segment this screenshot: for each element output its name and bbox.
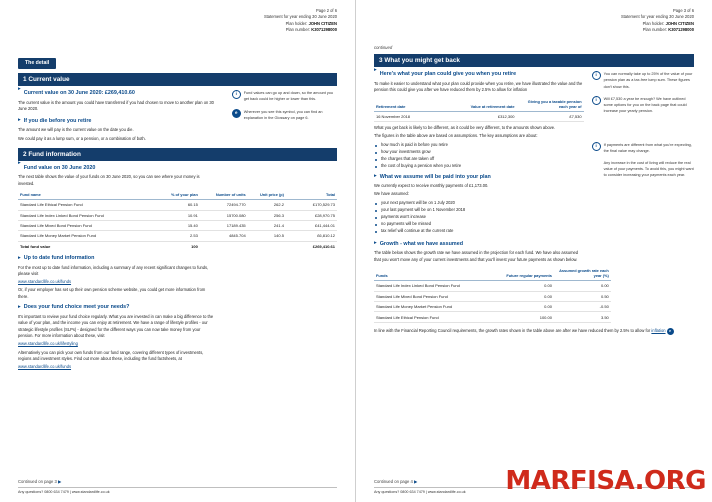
section-1-notes bbox=[232, 86, 337, 143]
retire-note-text: What you get back is likely to be different, as it could be very different, to the amounts shown above. bbox=[374, 125, 556, 131]
cell-blank bbox=[200, 241, 248, 251]
col-growth-funds: Funds bbox=[374, 266, 497, 281]
cell-total: £6,810.12 bbox=[286, 231, 337, 241]
funds-link-1[interactable]: www.standardlife.co.uk/funds bbox=[18, 279, 72, 285]
plan-holder-label: Plan holder: bbox=[642, 20, 665, 26]
cell-fund-name: Standard Life Ethical Pension Fund bbox=[374, 312, 497, 322]
cell-fund-name: Standard Life Mixed Bond Pension Fund bbox=[18, 220, 158, 230]
cell-units: 4845.704 bbox=[200, 231, 248, 241]
cell-pct: 10.91 bbox=[158, 210, 199, 220]
plan-number-label: Plan number: bbox=[642, 27, 668, 33]
fund-table bbox=[18, 190, 337, 251]
list-item: how much is paid in before you retire bbox=[374, 142, 584, 149]
page-right bbox=[356, 0, 712, 502]
table-total-row bbox=[18, 241, 337, 251]
note-item bbox=[592, 71, 694, 89]
section-2-bar: 2 Fund information bbox=[18, 148, 337, 161]
retire-heading: Here's what your plan could give you when you retire bbox=[379, 71, 517, 78]
arrow-icon: ▸ bbox=[18, 303, 21, 310]
cell-value: £312,300 bbox=[458, 111, 517, 121]
cell-total: £28,970.75 bbox=[286, 210, 337, 220]
note-item bbox=[232, 90, 337, 102]
cell-rate: 0.00 bbox=[554, 281, 611, 291]
continued-label: Continued on page 3 bbox=[18, 478, 57, 484]
col-retirement-date: Retirement date bbox=[374, 97, 458, 112]
current-value-text: The current value is the amount you could have transferred if you had chosen to move to another plan on 30 June 2020. bbox=[18, 99, 214, 112]
payments-text: We currently expect to receive monthly payments of £1,173.00. bbox=[374, 183, 489, 189]
fund-choice-text: It's important to review your fund choice regularly. What you are invested in can make a big difference to the value of your plan, and the income you can enjoy at retirement. We have a range of lifestyle profiles - our strategic lifestyle profiles (SLPs) - designed for the different ways you can now take money from your pension. For more information about these, visit bbox=[18, 313, 214, 339]
list-item: your next payment will be on 1 July 2020 bbox=[374, 200, 584, 207]
lifestyling-link[interactable]: www.standardlife.co.uk/lifestyling bbox=[18, 341, 78, 347]
payment-bullets bbox=[374, 200, 584, 235]
arrow-right-icon: ▶ bbox=[414, 478, 418, 484]
table-row bbox=[18, 231, 337, 241]
growth-table bbox=[374, 266, 611, 323]
col-unit-price: Unit price (p) bbox=[248, 190, 286, 200]
own-funds-text: Alternatively you can pick your own funds from our fund range, covering different types of investments, regions and investment styles. Find out more about these, including the fund factsheets, at bbox=[18, 349, 204, 362]
cell-total-label: Total fund value bbox=[18, 241, 158, 251]
cell-total-pct: 100 bbox=[158, 241, 199, 251]
growth-text: The table below shows the growth rate we have assumed in the projection for each fund. We have also assumed that you won't move any of your current investments and that you'll invest your future payments as shown below. bbox=[374, 250, 579, 262]
note-text: Will £7,530 a year be enough? We have outlined some options for you on the back page that could increase your yearly pension. bbox=[603, 96, 687, 113]
cell-units: 15700.080 bbox=[200, 210, 248, 220]
plan-number-value: K3071298000 bbox=[311, 27, 337, 33]
note-text: Any increase in the cost of living will reduce the real value of your payments. To avoid this, you might want to consider increasing your payments each year. bbox=[603, 160, 694, 177]
arrow-right-icon: ▶ bbox=[58, 478, 62, 484]
table-row bbox=[374, 281, 611, 291]
up-to-date-heading: Up to date fund information bbox=[23, 255, 95, 262]
footer-contact-right: Any questions? 0800 634 7479 | www.standardlife.co.uk bbox=[374, 487, 694, 495]
note-text: If payments are different from what you're expecting, the final value may change. bbox=[603, 142, 692, 153]
continued-label: Continued on page 4 bbox=[374, 478, 413, 484]
col-pct: % of your plan bbox=[158, 190, 199, 200]
cell-rate: 3.50 bbox=[554, 312, 611, 322]
cell-price: 256.3 bbox=[248, 210, 286, 220]
statement-period: Statement for year ending 30 June 2020 bbox=[263, 14, 337, 20]
table-row bbox=[18, 220, 337, 230]
page-right-content bbox=[374, 8, 694, 336]
table-header-row bbox=[374, 97, 584, 112]
table-header-row bbox=[18, 190, 337, 200]
arrow-icon: ▸ bbox=[374, 240, 377, 247]
watermark: MARFISA.ORG bbox=[505, 466, 706, 496]
cell-pension: £7,530 bbox=[517, 111, 584, 121]
info-icon: i bbox=[592, 71, 601, 80]
retirement-table bbox=[374, 97, 584, 122]
list-item: how your investments grow bbox=[374, 149, 584, 156]
arrow-icon: ▸ bbox=[18, 254, 21, 261]
payments-heading: What we assume will be paid into your plan bbox=[379, 173, 491, 180]
cell-fund-name: Standard Life Money Market Pension Fund bbox=[374, 301, 497, 311]
page-left-content bbox=[18, 8, 337, 372]
cell-fund-name: Standard Life Ethical Pension Fund bbox=[18, 200, 158, 210]
section-3-body bbox=[374, 67, 694, 236]
note-item bbox=[592, 160, 694, 178]
table-row bbox=[374, 312, 611, 322]
info-icon: i bbox=[232, 90, 241, 99]
list-item: no payments will be missed bbox=[374, 221, 584, 228]
cell-rate: 0.50 bbox=[554, 291, 611, 301]
cell-units: 72494.770 bbox=[200, 200, 248, 210]
cell-rate: -0.50 bbox=[554, 301, 611, 311]
assumption-bullets bbox=[374, 142, 584, 170]
note-item bbox=[592, 142, 694, 154]
detail-tag-wrap bbox=[18, 51, 337, 69]
table-row bbox=[374, 291, 611, 301]
inflation-link[interactable]: inflation bbox=[651, 327, 666, 333]
death-benefit-heading: If you die before you retire bbox=[23, 117, 92, 124]
footer-contact-left: Any questions? 0800 634 7479 | www.standardlife.co.uk bbox=[18, 487, 337, 495]
cell-total: £41,444.01 bbox=[286, 220, 337, 230]
col-pension-each-year: Giving you a taxable pension each year of bbox=[517, 97, 584, 112]
cell-price: 262.2 bbox=[248, 200, 286, 210]
list-item: your last payment will be on 1 November 2018 bbox=[374, 207, 584, 214]
growth-heading: Growth - what we have assumed bbox=[379, 240, 463, 247]
col-growth-rate: Assumed growth rate each year (%) bbox=[554, 266, 611, 281]
page-left-footer bbox=[18, 479, 337, 495]
col-value-at-retirement: Value at retirement date bbox=[458, 97, 517, 112]
note-text: Wherever you see this symbol, you can find an explanation in the Glossary on page 6. bbox=[243, 109, 323, 120]
col-fund-name: Fund name bbox=[18, 190, 158, 200]
cell-fund-name: Standard Life Mixed Bond Pension Fund bbox=[374, 291, 497, 301]
continued-marker: continued bbox=[374, 45, 393, 51]
cell-date: 16 November 2018 bbox=[374, 111, 458, 121]
death-benefit-text-1: The amount we will pay is the current value on the date you die. bbox=[18, 127, 134, 133]
retire-text: To make it easier to understand what your plan could provide when you retire, we have illustrated the value and the pension this could give you after we have reduced them by 2.5% to allow for inflation bbox=[374, 80, 583, 93]
cell-total-value: £269,410.61 bbox=[286, 241, 337, 251]
plan-holder-label: Plan holder: bbox=[285, 20, 308, 26]
inflation-footnote-text: In line with the Financial Reporting Council requirements, the growth rates shown in the table above are after we have reduced them by 2.5% to allow for bbox=[374, 327, 652, 333]
list-item: payments won't increase bbox=[374, 214, 584, 221]
up-to-date-text: For the most up to date fund information, including a summary of any recent significant changes to funds, please visit bbox=[18, 264, 209, 277]
list-item: the charges that are taken off bbox=[374, 156, 584, 163]
cell-payment: 0.00 bbox=[497, 291, 554, 301]
section-1-body bbox=[18, 86, 337, 143]
list-item: the cost of buying a pension when you retire bbox=[374, 163, 584, 170]
section-3-bar: 3 What you might get back bbox=[374, 54, 694, 67]
glossary-icon: e bbox=[667, 328, 674, 335]
cell-blank bbox=[248, 241, 286, 251]
cell-pct: 15.40 bbox=[158, 220, 199, 230]
page-header-left bbox=[18, 8, 337, 33]
cell-fund-name: Standard Life Index Linked Bond Pension Fund bbox=[374, 281, 497, 291]
note-item bbox=[232, 109, 337, 121]
payments-assumed-label: We have assumed: bbox=[374, 191, 409, 197]
section-3-notes bbox=[592, 67, 694, 236]
list-item: tax relief will continue at the current rate bbox=[374, 228, 584, 235]
cell-pct: 2.53 bbox=[158, 231, 199, 241]
inflation-footnote bbox=[374, 328, 694, 335]
detail-tag: The detail bbox=[18, 58, 56, 69]
note-text: Fund values can go up and down, so the amount you get back could be higher or lower than this. bbox=[243, 91, 334, 102]
plan-holder-value: JOHN CITIZEN bbox=[665, 20, 694, 26]
plan-number-label: Plan number: bbox=[285, 27, 311, 33]
col-units: Number of units bbox=[200, 190, 248, 200]
cell-price: 140.5 bbox=[248, 231, 286, 241]
glossary-icon: e bbox=[232, 109, 241, 118]
info-icon: i bbox=[592, 142, 601, 151]
arrow-icon: ▸ bbox=[18, 85, 21, 92]
fund-value-heading: Fund value on 30 June 2020 bbox=[23, 164, 96, 171]
continued-left bbox=[18, 479, 337, 484]
cell-fund-name: Standard Life Money Market Pension Fund bbox=[18, 231, 158, 241]
cell-fund-name: Standard Life Index Linked Bond Pension Fund bbox=[18, 210, 158, 220]
cell-payment: 0.00 bbox=[497, 281, 554, 291]
plan-number-value: K3071298000 bbox=[668, 27, 694, 33]
fund-value-text: The next table shows the value of your funds on 30 June 2020, so you can see where your money is invested. bbox=[18, 174, 200, 186]
table-header-row bbox=[374, 266, 611, 281]
page-number: Page 3 of 6 bbox=[673, 8, 694, 13]
page-header-right bbox=[374, 8, 694, 33]
table-row bbox=[18, 200, 337, 210]
cell-payment: 0.00 bbox=[497, 301, 554, 311]
arrow-icon: ▸ bbox=[374, 173, 377, 180]
note-text: You can normally take up to 25% of the value of your pension plan as a tax-free lump sum. These figures don't show this. bbox=[603, 72, 693, 89]
cell-units: 17189.435 bbox=[200, 220, 248, 230]
cell-total: £170,529.73 bbox=[286, 200, 337, 210]
page-number: Page 2 of 6 bbox=[316, 8, 337, 13]
table-row bbox=[374, 111, 584, 121]
col-future-payments: Future regular payments bbox=[497, 266, 554, 281]
plan-holder-value: JOHN CITIZEN bbox=[308, 20, 337, 26]
assumption-intro: The figures in the table above are based on assumptions. The key assumptions are about: bbox=[374, 133, 538, 139]
funds-link-2[interactable]: www.standardlife.co.uk/funds bbox=[18, 364, 72, 370]
arrow-icon: ▸ bbox=[18, 160, 21, 167]
arrow-icon: ▸ bbox=[374, 66, 377, 73]
death-benefit-text-2: We could pay it as a lump sum, or a pension, or a combination of both. bbox=[18, 135, 146, 141]
fund-choice-heading: Does your fund choice meet your needs? bbox=[23, 304, 130, 311]
cell-payment: 100.00 bbox=[497, 312, 554, 322]
cell-pct: 60.15 bbox=[158, 200, 199, 210]
section-1-bar: 1 Current value bbox=[18, 73, 337, 86]
table-row bbox=[18, 210, 337, 220]
current-value-heading: Current value on 30 June 2020: £269,410.60 bbox=[23, 90, 135, 97]
employer-site-text: Or, if your employer has set up their own pension scheme website, you could get more information from there. bbox=[18, 287, 206, 299]
arrow-icon: ▸ bbox=[18, 117, 21, 124]
table-row bbox=[374, 301, 611, 311]
note-item bbox=[592, 96, 694, 114]
col-total: Total bbox=[286, 190, 337, 200]
cell-price: 241.4 bbox=[248, 220, 286, 230]
info-icon: i bbox=[592, 96, 601, 105]
statement-period: Statement for year ending 30 June 2020 bbox=[620, 14, 694, 20]
